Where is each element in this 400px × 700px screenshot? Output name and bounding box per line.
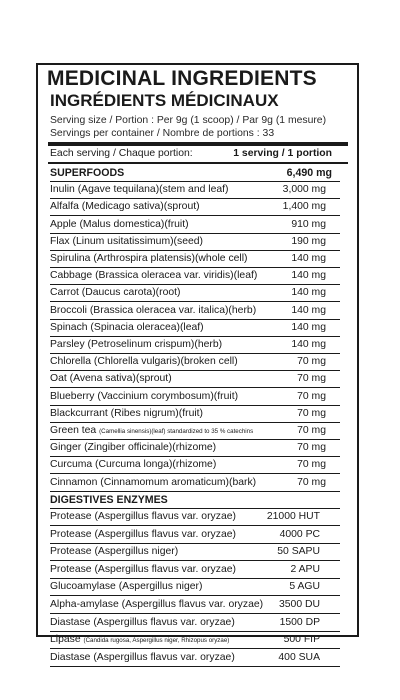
ingredient-row bbox=[50, 544, 340, 561]
ingredient-label: Parsley (Petroselinum crispum)(herb) bbox=[50, 339, 223, 350]
ingredient-name bbox=[50, 527, 236, 543]
ingredient-row bbox=[50, 217, 340, 234]
ingredient-label: Protease (Aspergillus flavus var. oryzae) bbox=[50, 511, 236, 522]
section-header-row bbox=[50, 165, 340, 182]
ingredient-row bbox=[50, 303, 340, 320]
ingredient-row bbox=[50, 320, 340, 337]
section-total: 6,490 mg bbox=[286, 167, 332, 179]
ingredient-amount: 4000 PC bbox=[279, 528, 320, 540]
medicinal-ingredients-panel bbox=[36, 63, 359, 663]
ingredient-name bbox=[50, 509, 236, 525]
section-name: DIGESTIVES ENZYMES bbox=[50, 493, 168, 506]
ingredient-name bbox=[50, 632, 229, 649]
ingredient-amount: 70 mg bbox=[297, 442, 326, 454]
ingredient-name bbox=[50, 199, 200, 215]
ingredient-amount: 140 mg bbox=[291, 270, 326, 282]
serving-header-row bbox=[50, 146, 340, 163]
ingredient-name bbox=[50, 579, 202, 595]
ingredient-row bbox=[50, 440, 340, 457]
ingredient-name bbox=[50, 406, 203, 422]
ingredient-name bbox=[50, 650, 235, 666]
ingredient-row bbox=[50, 597, 340, 614]
ingredient-amount: 190 mg bbox=[291, 235, 326, 247]
ingredient-note: (Camellia sinensis)(leaf) standardized to 35 % catechins bbox=[99, 428, 254, 435]
ingredient-label: Inulin (Agave tequilana)(stem and leaf) bbox=[50, 184, 229, 196]
ingredient-label: Alpha-amylase (Aspergillus flavus var. oryzae) bbox=[50, 599, 264, 610]
ingredient-amount: 70 mg bbox=[297, 390, 326, 402]
ingredient-label: Broccoli (Brassica oleracea var. italica)(herb) bbox=[50, 304, 257, 316]
ingredient-row bbox=[50, 562, 340, 579]
ingredient-row bbox=[50, 457, 340, 474]
title-french: INGRÉDIENTS MÉDICINAUX bbox=[50, 91, 279, 110]
ingredient-label: Apple (Malus domestica)(fruit) bbox=[50, 218, 189, 230]
ingredient-amount: 2 APU bbox=[290, 563, 320, 575]
ingredient-amount: 70 mg bbox=[297, 356, 326, 368]
ingredient-note: (Candida rugosa, Aspergillus niger, Rhizopus oryzae) bbox=[83, 637, 230, 645]
ingredient-label: Chlorella (Chlorella vulgaris)(broken cell) bbox=[50, 356, 238, 368]
ingredient-name bbox=[50, 544, 178, 560]
ingredient-row bbox=[50, 475, 340, 492]
title-english: MEDICINAL INGREDIENTS bbox=[47, 67, 317, 90]
ingredient-amount: 1,400 mg bbox=[282, 201, 326, 213]
ingredient-label: Diastase (Aspergillus flavus var. oryzae) bbox=[50, 651, 235, 663]
ingredient-name bbox=[50, 371, 172, 387]
serving-header-label: Each serving / Chaque portion: bbox=[50, 148, 193, 159]
ingredient-name bbox=[50, 268, 257, 284]
ingredient-label: Carrot (Daucus carota)(root) bbox=[50, 287, 181, 299]
ingredient-row bbox=[50, 615, 340, 632]
ingredient-amount: 3500 DU bbox=[278, 599, 320, 610]
ingredient-name bbox=[50, 475, 256, 491]
ingredient-label: Flax (Linum usitatissimum)(seed) bbox=[50, 235, 204, 247]
ingredient-name bbox=[50, 615, 235, 631]
ingredient-name bbox=[50, 562, 236, 578]
ingredient-label: Cinnamon (Cinnamomum aromaticum)(bark) bbox=[50, 476, 257, 488]
ingredient-amount: 1500 DP bbox=[279, 616, 320, 628]
ingredient-row bbox=[50, 234, 340, 251]
section-name: SUPERFOODS bbox=[50, 167, 125, 179]
ingredient-label: Lipase bbox=[50, 634, 81, 646]
ingredient-label: Diastase (Aspergillus flavus var. oryzae) bbox=[50, 616, 235, 628]
ingredient-amount: 910 mg bbox=[291, 218, 326, 230]
ingredient-row bbox=[50, 579, 340, 596]
ingredient-amount: 70 mg bbox=[297, 407, 326, 419]
section-header-row bbox=[50, 492, 340, 509]
ingredient-amount: 140 mg bbox=[291, 304, 326, 316]
ingredient-row bbox=[50, 337, 340, 354]
ingredient-row bbox=[50, 650, 340, 667]
ingredient-name bbox=[50, 217, 189, 233]
ingredient-amount: 50 SAPU bbox=[277, 546, 320, 558]
ingredient-row bbox=[50, 268, 340, 285]
ingredient-label: Blueberry (Vaccinium corymbosum)(fruit) bbox=[50, 390, 239, 402]
ingredient-row bbox=[50, 199, 340, 216]
ingredient-label: Alfalfa (Medicago sativa)(sprout) bbox=[50, 201, 200, 213]
ingredient-name bbox=[50, 303, 256, 319]
ingredient-row bbox=[50, 285, 340, 302]
ingredient-name bbox=[50, 457, 216, 473]
ingredient-label: Blackcurrant (Ribes nigrum)(fruit) bbox=[50, 407, 204, 419]
ingredient-label: Protease (Aspergillus flavus var. oryzae) bbox=[50, 563, 236, 575]
ingredient-amount: 400 SUA bbox=[278, 651, 320, 663]
ingredient-row bbox=[50, 406, 340, 423]
ingredient-name bbox=[50, 285, 181, 301]
ingredient-label: Ginger (Zingiber officinale)(rhizome) bbox=[50, 442, 217, 454]
ingredient-amount: 3,000 mg bbox=[282, 184, 326, 196]
ingredient-label: Curcuma (Curcuma longa)(rhizome) bbox=[50, 459, 217, 471]
ingredient-amount: 500 FIP bbox=[283, 634, 320, 646]
ingredient-label: Cabbage (Brassica oleracea var. viridis)(leaf) bbox=[50, 270, 258, 282]
ingredient-name bbox=[50, 251, 248, 267]
ingredient-row bbox=[50, 389, 340, 406]
ingredient-label: Oat (Avena sativa)(sprout) bbox=[50, 373, 172, 385]
ingredient-label: Green tea bbox=[50, 425, 97, 436]
ingredient-name bbox=[50, 337, 222, 353]
ingredient-row bbox=[50, 251, 340, 268]
ingredient-label: Protease (Aspergillus flavus var. oryzae) bbox=[50, 528, 236, 540]
ingredient-amount: 5 AGU bbox=[289, 581, 320, 593]
ingredient-row bbox=[50, 423, 340, 440]
ingredient-row bbox=[50, 509, 340, 526]
ingredient-label: Protease (Aspergillus niger) bbox=[50, 546, 179, 558]
ingredient-label: Spinach (Spinacia oleracea)(leaf) bbox=[50, 321, 204, 333]
ingredient-amount: 70 mg bbox=[297, 425, 326, 436]
ingredient-name bbox=[50, 597, 263, 613]
ingredient-amount: 70 mg bbox=[297, 459, 326, 471]
ingredient-row bbox=[50, 632, 340, 649]
divider bbox=[48, 162, 348, 164]
ingredient-amount: 21000 HUT bbox=[266, 511, 320, 522]
ingredient-label: Glucoamylase (Aspergillus niger) bbox=[50, 581, 203, 593]
ingredient-amount: 140 mg bbox=[291, 339, 326, 350]
ingredient-amount: 70 mg bbox=[297, 476, 326, 488]
ingredient-row bbox=[50, 182, 340, 199]
serving-size: Serving size / Portion : Per 9g (1 scoop) / Par 9g (1 mesure) bbox=[50, 115, 327, 126]
ingredient-name bbox=[50, 389, 238, 405]
ingredient-name bbox=[50, 234, 203, 250]
serving-header-value: 1 serving / 1 portion bbox=[233, 148, 332, 159]
ingredient-name bbox=[50, 423, 253, 440]
ingredient-row bbox=[50, 527, 340, 544]
ingredient-amount: 140 mg bbox=[291, 253, 326, 264]
ingredient-amount: 70 mg bbox=[297, 373, 326, 385]
ingredient-name bbox=[50, 440, 216, 456]
ingredient-amount: 140 mg bbox=[291, 287, 326, 299]
ingredient-row bbox=[50, 371, 340, 388]
servings-per-container: Servings per container / Nombre de portions : 33 bbox=[50, 128, 275, 139]
ingredient-name bbox=[50, 320, 204, 336]
ingredient-label: Spirulina (Arthrospira platensis)(whole cell) bbox=[50, 253, 248, 264]
ingredient-name bbox=[50, 182, 228, 198]
ingredient-name bbox=[50, 354, 238, 370]
ingredient-amount: 140 mg bbox=[291, 321, 326, 333]
ingredient-row bbox=[50, 354, 340, 371]
